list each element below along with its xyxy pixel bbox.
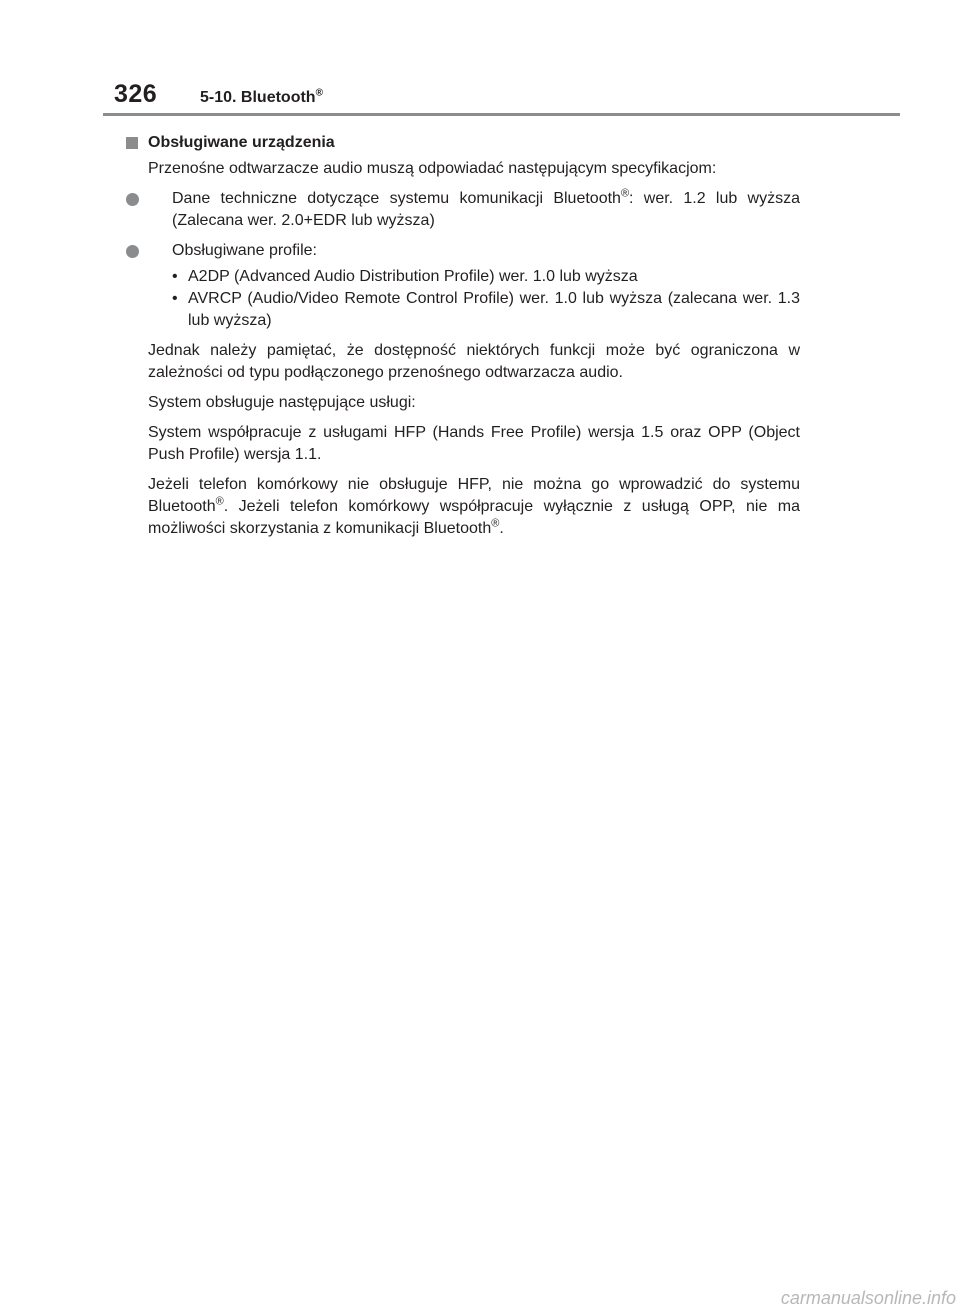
page-content [148, 132, 800, 548]
paragraph-compatibility [148, 474, 800, 540]
circle-bullet-icon [126, 193, 139, 206]
list-item-text: A2DP (Advanced Audio Distribution Profile) wer. 1.0 lub wyższa [188, 268, 638, 285]
registered-mark: ® [491, 517, 500, 530]
section-title [200, 89, 323, 107]
bullet-text-after: : wer. 1.2 lub wyższa (Zalecana wer. 2.0+EDR lub wyższa) [172, 190, 800, 229]
page-number: 326 [114, 80, 158, 108]
bullet-item-profiles [148, 240, 800, 262]
registered-mark: ® [620, 187, 630, 200]
bullet-text-before: Dane techniczne dotyczące systemu komunikacji Bluetooth [172, 190, 621, 207]
paragraph-text: . Jeżeli telefon komórkowy współpracuje wyłącznie z usługą OPP, nie ma możliwości skorzystania z komunikacji Bluetooth [148, 498, 800, 537]
registered-mark: ® [315, 87, 323, 99]
dot-bullet: • [172, 268, 178, 285]
paragraph-text: Jeżeli telefon komórkowy nie obsługuje HFP, nie można go wprowadzić do systemu Bluetooth [148, 476, 800, 515]
header-divider [103, 113, 900, 116]
bullet-text: Obsługiwane profile: [172, 242, 317, 259]
paragraph-hfp-opp: System współpracuje z usługami HFP (Hands Free Profile) wersja 1.5 oraz OPP (Object Push Profile) wersja 1.1. [148, 424, 800, 463]
paragraph-services-intro: System obsługuje następujące usługi: [148, 394, 416, 411]
circle-bullet-icon [126, 245, 139, 258]
subsection-heading-text: Obsługiwane urządzenia [148, 134, 335, 151]
registered-mark: ® [215, 495, 224, 508]
list-item-text: AVRCP (Audio/Video Remote Control Profile) wer. 1.0 lub wyższa (zalecana wer. 1.3 lub wyższa) [188, 290, 800, 329]
paragraph-text: . [499, 520, 504, 537]
subsection-heading [148, 132, 800, 154]
intro-paragraph: Przenośne odtwarzacze audio muszą odpowiadać następującym specyfikacjom: [148, 160, 717, 177]
list-item [172, 288, 800, 332]
dot-bullet: • [172, 290, 178, 307]
section-title-text: 5-10. Bluetooth [200, 89, 316, 106]
list-item [172, 266, 800, 288]
paragraph-limitations: Jednak należy pamiętać, że dostępność niektórych funkcji może być ograniczona w zależności od typu podłączonego przenośnego odtwarzacza audio. [148, 342, 800, 381]
profile-list [172, 266, 800, 332]
watermark: carmanualsonline.info [780, 1288, 956, 1308]
bullet-item-specs [148, 188, 800, 232]
page-header [0, 0, 960, 120]
square-bullet-icon [126, 137, 138, 149]
